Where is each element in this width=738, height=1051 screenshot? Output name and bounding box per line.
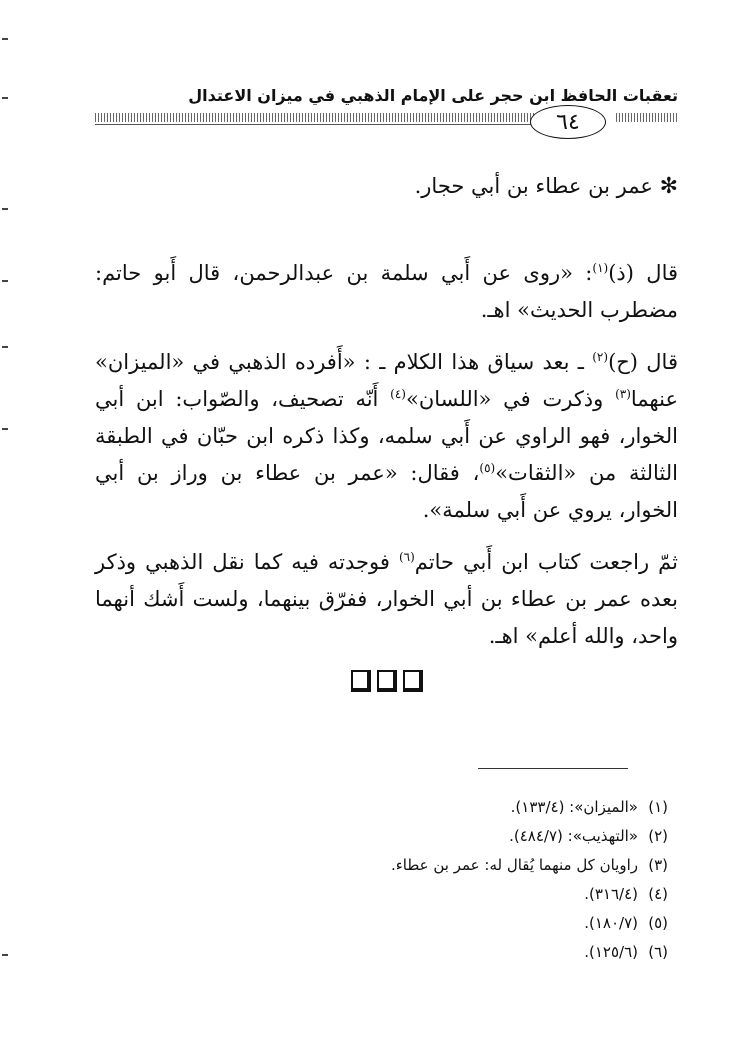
text-run: فوجدته فيه كما نقل الذهبي وذكر بعده عمر بن عطاء بن أبي الخوار، ففرّق بينهما، ولست أَشك أنهما واحد، والله أعلم» اهـ. [95,550,678,648]
footnote-ref: (٦) [398,550,415,564]
footnote-text: راويان كل منهما يُقال له: عمر بن عطاء. [390,856,638,874]
margin-mark [2,97,8,99]
square-ornament-icon [351,670,371,692]
text-run: قال (ذ) [608,261,679,285]
text-run: أَنّه تصحيف، والصّواب: ابن أبي الخوار، فهو الراوي عن أَبي سلمه، وكذا ذكره ابن حبّان في الطبقة الثالثة من «الثقات» [95,387,678,485]
margin-mark [2,38,8,40]
footnote-text: (١٢٥/٦). [584,943,638,961]
footnote-number: (٦) [648,943,668,961]
running-title: تعقبات الحافظ ابن حجر على الإمام الذهبي في ميزان الاعتدال [188,86,678,105]
paragraph-1 [95,255,678,329]
text-run: ثمّ راجعت كتاب ابن أَبي حاتم [414,550,678,574]
margin-mark [2,428,8,430]
section-divider [95,670,678,692]
page-header [95,80,678,140]
paragraph-3 [95,544,678,655]
footnote-ref: (٤) [390,387,406,401]
margin-mark [2,280,8,282]
star-icon: ✻ [659,174,678,199]
footnote-text: (٣١٦/٤). [584,885,638,903]
footnote-ref: (٢) [592,350,609,364]
text-run: ، فقال: «عمر بن عطاء بن وراز بن أبي الخوار، يروي عن أَبي سلمة». [95,461,678,522]
page-number: ٦٤ [556,109,580,135]
text-run: وذكرت في «اللسان» [405,387,616,411]
square-ornament-icon [403,670,423,692]
footnote-item [268,880,668,909]
text-run: قال (ح) [608,350,678,374]
main-text [95,168,678,692]
entry-heading [95,168,678,205]
footnote-item [268,822,668,851]
margin-mark [2,954,8,956]
footnote-number: (٢) [648,827,668,845]
footnote-number: (١) [648,798,668,816]
footnote-item [268,909,668,938]
entry-name: عمر بن عطاء بن أبي حجار. [414,174,653,198]
margin-mark [2,346,8,348]
footnotes [268,793,668,967]
margin-mark [2,208,8,210]
footnote-ref: (٥) [479,461,496,475]
header-rule [95,113,540,122]
square-ornament-icon [377,670,397,692]
header-rule [616,113,678,122]
header-rule-line [95,124,540,125]
text-run: : «روى عن أَبي سلمة بن عبدالرحمن، قال أَبو حاتم: مضطرب الحديث» اهـ. [95,261,678,322]
footnote-separator [478,768,628,769]
footnote-ref: (٣) [615,387,631,401]
footnote-item [268,793,668,822]
footnote-text: «الميزان»: (١٣٣/٤). [510,798,638,816]
footnote-number: (٣) [648,856,668,874]
footnote-number: (٥) [648,914,668,932]
footnote-item [268,851,668,880]
text-run: ـ بعد سياق هذا الكلام ـ : «أَفرده الذهبي في «الميزان» عنهما [95,350,678,411]
paragraph-2 [95,344,678,529]
footnote-item [268,938,668,967]
footnote-ref: (١) [592,261,609,275]
footnote-text: (١٨٠/٧). [584,914,638,932]
page-number-oval [530,105,606,139]
footnote-text: «التهذيب»: (٤٨٤/٧). [509,827,638,845]
footnote-number: (٤) [648,885,668,903]
